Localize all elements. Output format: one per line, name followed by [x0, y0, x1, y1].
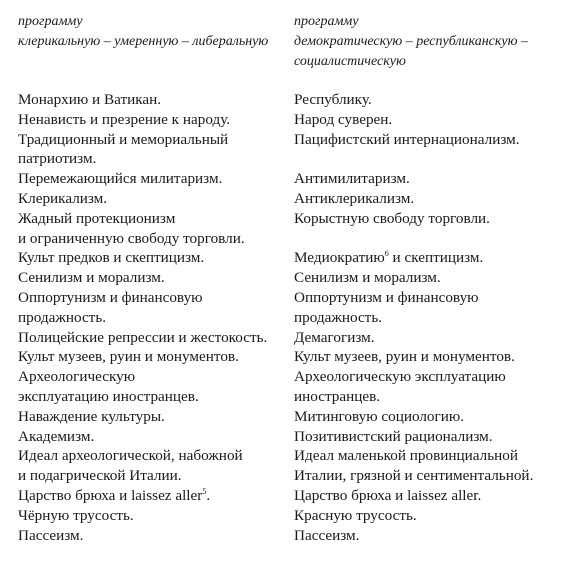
right-item: продажность.: [294, 308, 383, 326]
left-item: Жадный протекционизм: [18, 209, 176, 227]
right-item: Италии, грязной и сентиментальной.: [294, 467, 534, 485]
right-item: Позитивистский рационализм.: [294, 427, 493, 445]
left-item: Традиционный и мемориальный: [18, 130, 229, 148]
right-heading-line: демократическую – республиканскую –: [294, 34, 529, 49]
right-item-with-footnote: [294, 248, 533, 268]
right-item: Антимилитаризм.: [294, 170, 410, 188]
right-item: Республику.: [294, 91, 372, 108]
right-item: Народ суверен.: [294, 110, 393, 128]
right-item: Царство брюха и laissez aller.: [294, 486, 482, 504]
right-item: Демагогизм.: [294, 328, 375, 346]
left-item: Идеал археологической, набожной: [18, 447, 243, 465]
left-item: Перемежающийся милитаризм.: [18, 170, 223, 188]
left-item-text: Царство брюха и laissez aller: [18, 486, 203, 504]
right-heading: [294, 12, 569, 72]
footnote-mark: 6: [384, 249, 389, 259]
left-heading-line: клерикальную – умеренную – либеральную: [18, 34, 269, 49]
right-item: Антиклерикализм.: [294, 189, 415, 207]
right-item-text: Медиократию: [294, 249, 385, 267]
right-item-spacer: [294, 149, 533, 169]
left-heading: [18, 12, 290, 52]
right-heading-line: социалистическую: [294, 54, 406, 69]
left-item: Ненависть и презрение к народу.: [18, 110, 231, 128]
right-column: [294, 12, 569, 72]
right-item: Сенилизм и морализм.: [294, 269, 441, 287]
right-items: [294, 90, 533, 545]
left-item: продажность.: [18, 308, 107, 326]
left-item: Академизм.: [18, 427, 95, 445]
left-heading-line: программу: [18, 14, 83, 29]
right-item: Пассеизм.: [294, 526, 360, 544]
left-item: и ограниченную свободу торговли.: [18, 229, 245, 247]
right-item: Пацифистский интернационализм.: [294, 130, 520, 148]
left-item: Культ музеев, руин и монументов.: [18, 348, 239, 366]
right-item-text: и скептицизм.: [388, 249, 484, 267]
right-item: Оппортунизм и финансовую: [294, 288, 479, 306]
right-item: Красную трусость.: [294, 506, 417, 524]
right-heading-line: программу: [294, 14, 359, 29]
left-item: и подагрической Италии.: [18, 467, 182, 485]
left-item: Клерикализм.: [18, 189, 108, 207]
left-item: Культ предков и скептицизм.: [18, 249, 205, 267]
left-item-with-footnote: Царство брюха и laissez aller$^5$.: [18, 486, 211, 504]
right-item: Археологическую эксплуатацию: [294, 368, 506, 386]
left-items: [18, 90, 267, 545]
left-item: Монархию и Ватикан.: [18, 91, 162, 108]
footnote-mark: 5: [202, 486, 207, 496]
right-item-spacer: [294, 229, 533, 249]
left-item: эксплуатацию иностранцев.: [18, 387, 199, 405]
left-item: Археологическую: [18, 368, 136, 386]
left-item: Пассеизм.: [18, 526, 84, 544]
left-item: патриотизм.: [18, 150, 97, 168]
left-column: [18, 12, 290, 52]
right-item: иностранцев.: [294, 387, 381, 405]
left-item: Полицейские репрессии и жестокость.: [18, 328, 268, 346]
left-item: Сенилизм и морализм.: [18, 269, 165, 287]
right-item: Митинговую социологию.: [294, 407, 465, 425]
left-item: Наваждение культуры.: [18, 407, 165, 425]
right-item: Культ музеев, руин и монументов.: [294, 348, 515, 366]
left-item: Оппортунизм и финансовую: [18, 288, 203, 306]
left-item: Чёрную трусость.: [18, 506, 134, 524]
right-item: Идеал маленькой провинциальной: [294, 447, 518, 465]
right-item: Корыстную свободу торговли.: [294, 209, 490, 227]
